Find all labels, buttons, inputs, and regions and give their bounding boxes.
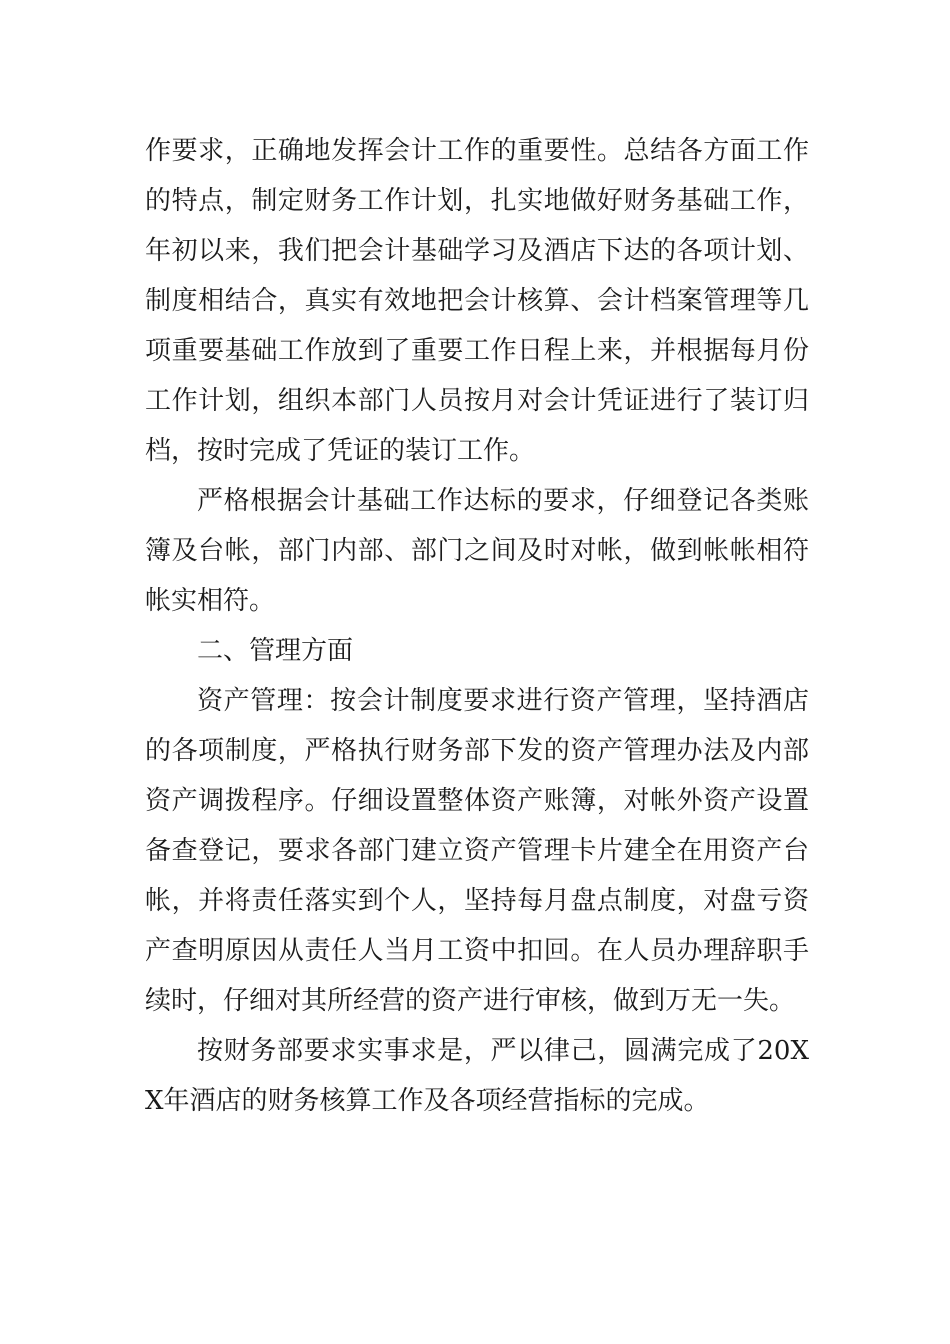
section-heading-management: 二、管理方面: [197, 636, 354, 666]
paragraph-annual-completion: 按财务部要求实事求是，严以律己，圆满完成了20XX年酒店的财务核算工作及各项经营指标的完成。: [145, 1036, 809, 1116]
paragraph-accounting-basics: 作要求，正确地发挥会计工作的重要性。总结各方面工作的特点，制定财务工作计划，扎实地做好财务基础工作，年初以来，我们把会计基础学习及酒店下达的各项计划、制度相结合，真实有效地把会计核算、会计档案管理等几项重要基础工作放到了重要工作日程上来，并根据每月份工作计划，组织本部门人员按月对会计凭证进行了装订归档，按时完成了凭证的装订工作。: [145, 136, 809, 466]
paragraph-ledger-registration: 严格根据会计基础工作达标的要求，仔细登记各类账簿及台帐，部门内部、部门之间及时对帐，做到帐帐相符帐实相符。: [145, 486, 809, 616]
paragraph-asset-management: 资产管理：按会计制度要求进行资产管理，坚持酒店的各项制度，严格执行财务部下发的资产管理办法及内部资产调拨程序。仔细设置整体资产账簿，对帐外资产设置备查登记，要求各部门建立资产管理卡片建全在用资产台帐，并将责任落实到个人，坚持每月盘点制度，对盘亏资产查明原因从责任人当月工资中扣回。在人员办理辞职手续时，仔细对其所经营的资产进行审核，做到万无一失。: [145, 686, 809, 1016]
document-body: [145, 126, 809, 1126]
